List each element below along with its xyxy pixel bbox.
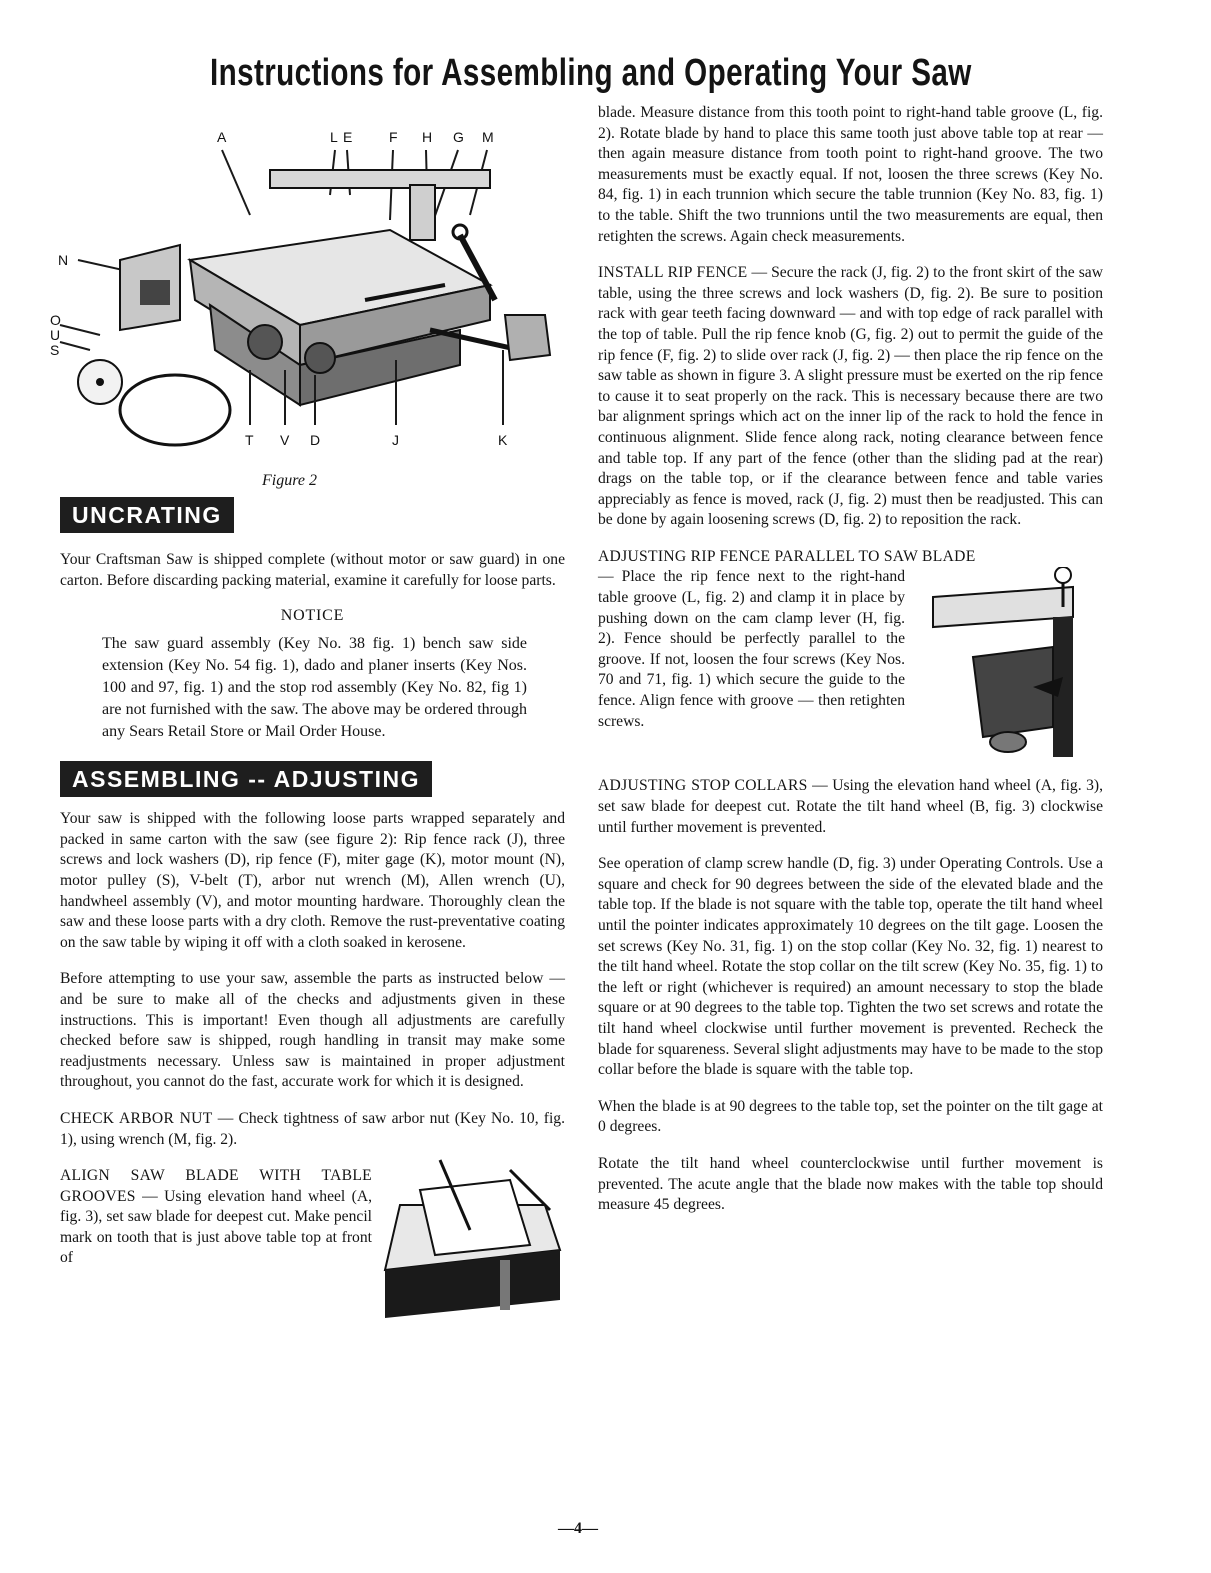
fig2-label-e: E [343,129,353,145]
fig2-label-o: O [50,312,61,328]
left-column [60,540,565,1322]
figure-2-caption: Figure 2 [262,472,317,489]
notice-heading: NOTICE [280,607,345,625]
fig2-label-a: A [217,129,227,145]
fig2-label-d: D [310,432,321,448]
stop-collars-paragraph [598,776,1103,838]
check-arbor-nut-heading: CHECK ARBOR NUT [60,1109,213,1127]
stop-collars-text: — Using the elevation hand wheel (A, fig. 3), set saw blade for deepest cut. Rotate the tilt hand wheel (B, fig. 3) clockwise until further movement is prevented. [598,777,1103,836]
rip-fence-clamp-illustration [913,567,1103,772]
uncrating-heading: UNCRATING [60,497,234,533]
fig2-label-f: F [389,129,398,145]
fig2-label-l: L [330,129,338,145]
fig2-label-m: M [482,129,494,145]
align-saw-blade-text: — Using elevation hand wheel (A, fig. 3), set saw blade for deepest cut. Make pencil mark on tooth that is just above table top at front of [60,1187,372,1267]
fig2-label-g: G [453,129,464,145]
rip-fence-parallel-heading: ADJUSTING RIP FENCE PARALLEL TO SAW BLADE [598,547,976,565]
check-arbor-nut-text: — Check tightness of saw arbor nut (Key No. 10, fig. 1), using wrench (M, fig. 2). [60,1109,565,1148]
fig2-label-t: T [245,432,254,448]
rip-fence-parallel-heading-line [598,547,1103,568]
figure-2-saw-parts-illustration [50,120,570,490]
tilt-gage-paragraph: When the blade is at 90 degrees to the table top, set the pointer on the tilt gage at 0 degrees. [598,1097,1103,1136]
notice-text: The saw guard assembly (Key No. 38 fig. 1) bench saw side extension (Key No. 54 fig. 1), dado and planer inserts (Key Nos. 100 and 97, fig. 1) and the stop rod assembly (Key No. 82, fig 1) are not furnished with the saw. The above may be ordered through any Sears Retail Store or Mail Order House. [102,635,527,741]
check-arbor-nut-paragraph [60,1109,565,1150]
blade-measure-paragraph: blade. Measure distance from this tooth point to right-hand table groove (L, fig. 2). Rotate blade by hand to place this same tooth just above table top at rear — then again measure distance from tooth point to right-hand groove. The two measurements must be exactly equal. If not, loosen the three screws (Key No. 84, fig. 1) in each trunnion which secure the table trunnion (Key No. 83, fig. 1) to the table. Shift the two trunnions until the two measurements are equal, then retighten the screws. Again check measurements. [598,104,1103,245]
fig2-label-v: V [280,432,290,448]
fig2-label-n: N [58,252,69,268]
clamp-screw-paragraph: See operation of clamp screw handle (D, fig. 3) under Operating Controls. Use a square and check for 90 degrees between the side of the elevated blade and the table top. If the blade is not square with the table top, operate the tilt hand wheel until the pointer indicates approximately 10 degrees on the tilt gage. Loosen the set screws (Key No. 31, fig. 1) on the stop collar (Key No. 32, fig. 1) nearest to the tilt hand wheel. Rotate the stop collar on the tilt screw (Key No. 35, fig. 1) to the left or right (whichever is required) an amount necessary to stop the blade square or at 90 degrees to the table top. Tighten the two set screws and rotate the tilt hand wheel clockwise until further movement is prevented. Recheck the blade for squareness. Several slight adjustments may have to be made to the stop collar before the blade is square with the table top. [598,855,1103,1079]
notice-box [102,633,527,743]
fig2-label-h: H [422,129,433,145]
fig2-label-j: J [392,432,399,448]
page-number: —4— [558,1520,598,1537]
fig2-label-k: K [498,432,508,448]
assembling-paragraph-2: Before attempting to use your saw, assemble the parts as instructed below — and be sure to make all of the checks and adjustments given in these instructions. This is important! Even though all adjustments are carefully checked before saw is shipped, rough handling in transit may make some readjustments necessary. Unless saw is maintained in proper adjustment throughout, you cannot do the fast, accurate work for which it is designed. [60,970,565,1091]
align-saw-blade-heading: ALIGN SAW BLADE WITH TABLE GROOVES [60,1167,372,1205]
blade-alignment-illustration [380,1150,565,1318]
stop-collars-heading: ADJUSTING STOP COLLARS [598,777,808,795]
assembling-paragraph-1: Your saw is shipped with the following loose parts wrapped separately and packed in same carton with the saw (see figure 2): Rip fence rack (J), three screws and lock washers (D), rip fence (F), miter gage (K), motor mount (N), motor pulley (S), V-belt (T), arbor nut wrench (M), Allen wrench (U), handwheel assembly (V), and motor mounting hardware. Thoroughly clean the saw and these loose parts with a dry cloth. Remove the rust-preventative coating on the saw table by wiping it off with a cloth soaked in kerosene. [60,810,565,951]
fig2-label-s: S [50,342,60,358]
right-column [598,103,1103,1216]
rip-fence-parallel-text: — Place the rip fence next to the right-hand table groove (L, fig. 2) and clamp it in place by pushing down on the cam clamp lever (H, fig. 2). Fence should be perfectly parallel to the groove. If not, loosen the four screws (Key Nos. 70 and 71, fig. 1) which secure the guide to the fence. Align fence with groove — then retighten screws. [598,568,905,730]
assembling-heading: ASSEMBLING -- ADJUSTING [60,761,432,797]
page-title: Instructions for Assembling and Operating Your Saw [210,52,972,94]
tilt-counterclockwise-paragraph: Rotate the tilt hand wheel counterclockwise until further movement is prevented. The acute angle that the blade now makes with the table top should measure 45 degrees. [598,1154,1103,1214]
install-rip-fence-paragraph [598,263,1103,531]
install-rip-fence-text: — Secure the rack (J, fig. 2) to the front skirt of the saw table, using the three screws and lock washers (D, fig. 2). Be sure to position rack with gear teeth facing downward — and with top edge of rack parallel with the top of table. Pull the rip fence knob (G, fig. 2) out to permit the guide of the rip fence (F, fig. 2) to slide over rack (J, fig. 2) — then place the rip fence on the saw table as shown in figure 3. A slight pressure must be exerted on the rip fence to cause it to seat properly on the rack. This is necessary because there are two bar alignment springs which act on the inner lip of the rack to hold the fence in continuous alignment. Slide fence along rack, noting clearance between fence and table top. If any part of the fence (other than the sliding pad at the rear) drags on the table top, or if the clearance between fence and table varies appreciably as fence is moved, rack (J, fig. 2) must then be readjusted. This can be done by again loosening screws (D, fig. 2) to reposition the rack. [598,264,1103,529]
install-rip-fence-heading: INSTALL RIP FENCE [598,264,748,282]
uncrating-text: Your Craftsman Saw is shipped complete (without motor or saw guard) in one carton. Before discarding packing material, examine it carefully for loose parts. [60,551,565,589]
fig2-label-u: U [50,327,61,343]
